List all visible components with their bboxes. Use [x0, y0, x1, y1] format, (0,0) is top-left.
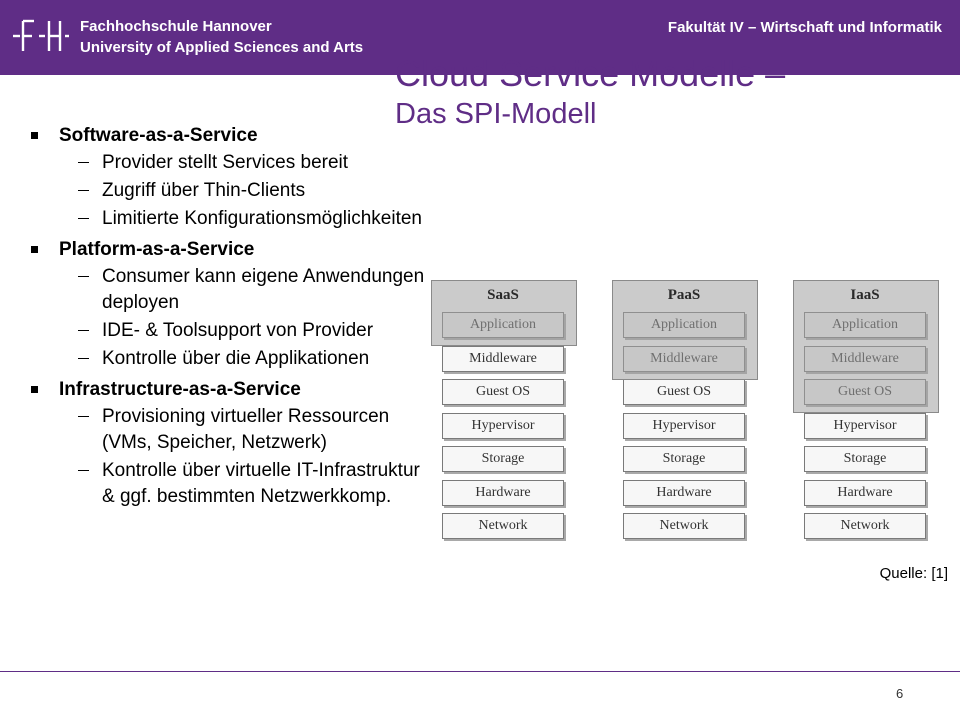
bullet-heading	[28, 238, 428, 262]
bullet-heading-text: Software-as-a-Service	[59, 125, 258, 146]
sub-bullet	[28, 458, 428, 510]
layer-box: Hardware	[804, 480, 926, 506]
layer-box: Storage	[442, 446, 564, 472]
university-name: Fachhochschule Hannover	[80, 18, 272, 35]
layer-box: Hardware	[442, 480, 564, 506]
dash-icon	[78, 358, 89, 359]
dash-icon	[78, 276, 89, 277]
layer-box: Storage	[804, 446, 926, 472]
sub-bullet	[28, 150, 428, 176]
dash-icon	[78, 470, 89, 471]
bullet-list	[28, 124, 428, 510]
sub-bullet-text: Kontrolle über virtuelle IT-Infrastruktur & ggf. bestimmten Netzwerkkomp.	[102, 460, 420, 507]
model-name: SaaS	[487, 287, 519, 303]
sub-bullet	[28, 206, 428, 232]
dash-icon	[78, 190, 89, 191]
university-name-english: University of Applied Sciences and Arts	[80, 39, 364, 56]
footer-divider	[0, 671, 960, 672]
layer-box: Hypervisor	[623, 413, 745, 439]
dash-icon	[78, 416, 89, 417]
sub-bullet	[28, 264, 428, 316]
layer-box: Hypervisor	[442, 413, 564, 439]
slide-title-line2: Das SPI-Modell	[395, 98, 597, 130]
sub-bullet	[28, 318, 428, 344]
layer-box: Network	[623, 513, 745, 539]
layer-box: Middleware	[442, 346, 564, 372]
layer-box: Network	[442, 513, 564, 539]
bullet-heading-text: Platform-as-a-Service	[59, 239, 255, 260]
sub-bullet-text: Provisioning virtueller Ressourcen (VMs, Speicher, Netzwerk)	[102, 406, 390, 453]
layer-box: Storage	[623, 446, 745, 472]
bullet-heading	[28, 124, 428, 148]
slide-title-line1: Cloud Service Modelle –	[395, 53, 786, 94]
dash-icon	[78, 330, 89, 331]
fhh-logo-icon	[12, 18, 70, 54]
sub-bullet-text: Consumer kann eigene Anwendungen deployen	[102, 266, 425, 313]
bullet-heading	[28, 378, 428, 402]
sub-bullet-text: Provider stellt Services bereit	[102, 152, 349, 173]
dash-icon	[78, 218, 89, 219]
bullet-square-icon	[31, 246, 38, 253]
layer-box: Guest OS	[442, 379, 564, 405]
layer-box: Network	[804, 513, 926, 539]
sub-bullet-text: Zugriff über Thin-Clients	[102, 180, 306, 201]
faculty-name: Fakultät IV – Wirtschaft und Informatik	[667, 19, 942, 36]
dash-icon	[78, 162, 89, 163]
layer-box: Hardware	[623, 480, 745, 506]
page-number: 6	[896, 686, 904, 701]
source-citation: Quelle: [1]	[879, 565, 948, 582]
sub-bullet-text: Limitierte Konfigurationsmöglichkeiten	[102, 208, 422, 229]
sub-bullet	[28, 404, 428, 456]
sub-bullet-text: IDE- & Toolsupport von Provider	[102, 320, 374, 341]
model-name: IaaS	[850, 287, 880, 303]
sub-bullet-text: Kontrolle über die Applikationen	[102, 348, 370, 369]
bullet-square-icon	[31, 132, 38, 139]
slide-title	[395, 52, 785, 132]
sub-bullet	[28, 178, 428, 204]
model-name: PaaS	[667, 287, 701, 303]
sub-bullet	[28, 346, 428, 372]
layer-box: Guest OS	[623, 379, 745, 405]
bullet-heading-text: Infrastructure-as-a-Service	[59, 379, 301, 400]
bullet-square-icon	[31, 386, 38, 393]
layer-box: Hypervisor	[804, 413, 926, 439]
